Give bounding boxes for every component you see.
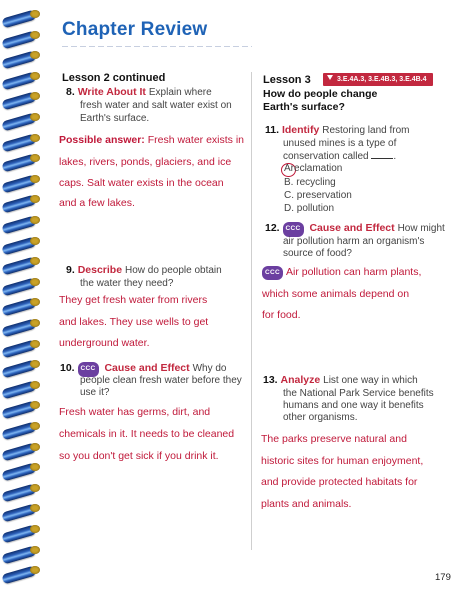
question-11-text-line: conservation called . bbox=[283, 151, 397, 162]
lesson-3-question-line: How do people change bbox=[263, 88, 378, 100]
possible-answer-label: Possible answer: bbox=[59, 134, 145, 146]
binding-hole bbox=[30, 443, 40, 451]
question-8-answer-line: and a few lakes. bbox=[59, 197, 135, 209]
ccc-badge: CCC bbox=[78, 362, 99, 377]
question-8-answer-line: caps. Salt water exists in the ocean bbox=[59, 177, 224, 189]
page-title: Chapter Review bbox=[62, 19, 208, 40]
question-8-text: Explain where bbox=[148, 87, 212, 98]
question-13-answer-line: plants and animals. bbox=[261, 498, 352, 510]
binding-hole bbox=[30, 422, 40, 430]
binding-hole bbox=[30, 340, 40, 348]
question-9-text: How do people obtain bbox=[124, 265, 222, 276]
question-11-text: Restoring land from bbox=[322, 125, 410, 136]
question-12-text: How might bbox=[397, 223, 445, 234]
option-letter: D. bbox=[284, 203, 294, 214]
question-8-line-1 bbox=[66, 86, 212, 99]
question-12-answer-line bbox=[262, 266, 421, 280]
answer-text: Air pollution can harm plants, bbox=[285, 266, 422, 278]
page-number: 179 bbox=[435, 572, 451, 583]
question-10-answer-line: Fresh water has germs, dirt, and bbox=[59, 406, 211, 418]
question-11-line-1 bbox=[265, 124, 409, 137]
triangle-icon bbox=[327, 75, 333, 80]
question-13-answer-line: and provide protected habitats for bbox=[261, 476, 418, 488]
question-13-text-line: other organisms. bbox=[283, 412, 358, 423]
question-8-text-line: fresh water and salt water exist on bbox=[80, 100, 232, 111]
question-8-keyword: Write About It bbox=[77, 86, 146, 98]
question-11-keyword: Identify bbox=[281, 124, 320, 136]
question-13-text: List one way in which bbox=[323, 375, 418, 386]
question-9-answer-line: underground water. bbox=[59, 337, 150, 349]
question-13-text-line: humans and one way it benefits bbox=[283, 400, 424, 411]
question-8-answer-line: lakes, rivers, ponds, glaciers, and ice bbox=[59, 156, 232, 168]
question-8-text-line: Earth's surface. bbox=[80, 113, 150, 124]
option-text: recycling bbox=[296, 177, 336, 188]
question-12-line-1 bbox=[265, 222, 445, 237]
question-11-text-line-3: conservation called bbox=[283, 151, 369, 162]
question-9-answer-line: and lakes. They use wells to get bbox=[59, 316, 209, 328]
option-text: preservation bbox=[296, 190, 352, 201]
question-10-number: 10. bbox=[60, 362, 75, 374]
binding-hole bbox=[30, 463, 40, 471]
section-heading-lesson-2: Lesson 2 continued bbox=[62, 72, 166, 84]
question-13-keyword: Analyze bbox=[280, 374, 321, 386]
binding-hole bbox=[30, 401, 40, 409]
binding-hole bbox=[30, 546, 40, 554]
option-c bbox=[284, 190, 352, 202]
column-divider bbox=[251, 72, 252, 550]
binding-hole bbox=[30, 113, 40, 121]
question-8-answer-line bbox=[59, 134, 244, 146]
spiral-binding bbox=[0, 0, 40, 593]
question-13-answer-line: The parks preserve natural and bbox=[261, 433, 407, 445]
answer-text: Fresh water exists in bbox=[147, 134, 244, 146]
title-underline bbox=[62, 46, 252, 47]
question-10-answer-line: chemicals in it. It needs to be cleaned bbox=[59, 428, 235, 440]
option-b bbox=[284, 177, 336, 189]
ccc-badge: CCC bbox=[283, 222, 304, 237]
question-9-text-line: the water they need? bbox=[80, 278, 174, 289]
option-letter: B. bbox=[284, 177, 294, 188]
binding-hole bbox=[30, 360, 40, 368]
question-12-text-line: air pollution harm an organism's bbox=[283, 236, 425, 247]
binding-hole bbox=[30, 381, 40, 389]
binding-hole bbox=[30, 10, 40, 18]
binding-hole bbox=[30, 525, 40, 533]
binding-hole bbox=[30, 72, 40, 80]
question-9-answer-line: They get fresh water from rivers bbox=[59, 294, 208, 306]
binding-hole bbox=[30, 504, 40, 512]
binding-hole bbox=[30, 175, 40, 183]
question-9-keyword: Describe bbox=[77, 264, 123, 276]
question-13-answer-line: historic sites for human enjoyment, bbox=[261, 455, 424, 467]
question-10-text-line: people clean fresh water before they bbox=[80, 375, 242, 386]
binding-hole bbox=[30, 216, 40, 224]
question-12-answer-line: which some animals depend on bbox=[262, 288, 410, 300]
binding-hole bbox=[30, 484, 40, 492]
lesson-3-question-line: Earth's surface? bbox=[263, 101, 345, 113]
question-13-line-1 bbox=[263, 374, 418, 387]
question-12-answer-line: for food. bbox=[262, 309, 301, 321]
question-12-keyword: Cause and Effect bbox=[309, 222, 395, 234]
binding-hole bbox=[30, 298, 40, 306]
question-13-text-line: the National Park Service benefits bbox=[283, 388, 434, 399]
answer-blank bbox=[371, 150, 393, 159]
binding-hole bbox=[30, 237, 40, 245]
question-9-number: 9. bbox=[66, 264, 75, 276]
option-a bbox=[284, 163, 342, 175]
binding-hole bbox=[30, 31, 40, 39]
question-12-text-line: source of food? bbox=[283, 248, 352, 259]
question-10-text: Why do bbox=[192, 363, 227, 374]
section-heading-lesson-3: Lesson 3 bbox=[263, 74, 311, 86]
binding-hole bbox=[30, 278, 40, 286]
question-10-text-line: use it? bbox=[80, 387, 110, 398]
binding-hole bbox=[30, 154, 40, 162]
binding-hole bbox=[30, 257, 40, 265]
binding-hole bbox=[30, 51, 40, 59]
binding-hole bbox=[30, 566, 40, 574]
question-11-number: 11. bbox=[265, 124, 280, 136]
standards-tag bbox=[323, 73, 433, 86]
binding-hole bbox=[30, 195, 40, 203]
option-letter: A bbox=[284, 163, 291, 174]
question-10-keyword: Cause and Effect bbox=[104, 362, 190, 374]
question-10-answer-line: so you don't get sick if you drink it. bbox=[59, 450, 219, 462]
question-12-number: 12. bbox=[265, 222, 280, 234]
binding-hole bbox=[30, 134, 40, 142]
binding-hole bbox=[30, 319, 40, 327]
option-letter: C. bbox=[284, 190, 294, 201]
binding-hole bbox=[30, 92, 40, 100]
ccc-badge: CCC bbox=[262, 266, 283, 280]
question-13-number: 13. bbox=[263, 374, 278, 386]
option-d bbox=[284, 203, 334, 215]
standards-text: 3.E.4A.3, 3.E.4B.3, 3.E.4B.4 bbox=[337, 76, 427, 83]
question-8-number: 8. bbox=[66, 86, 75, 98]
question-9-line-1 bbox=[66, 264, 222, 277]
option-text: reclamation bbox=[290, 163, 343, 174]
question-11-text-line: unused mines is a type of bbox=[283, 138, 397, 149]
option-text: pollution bbox=[296, 203, 335, 214]
